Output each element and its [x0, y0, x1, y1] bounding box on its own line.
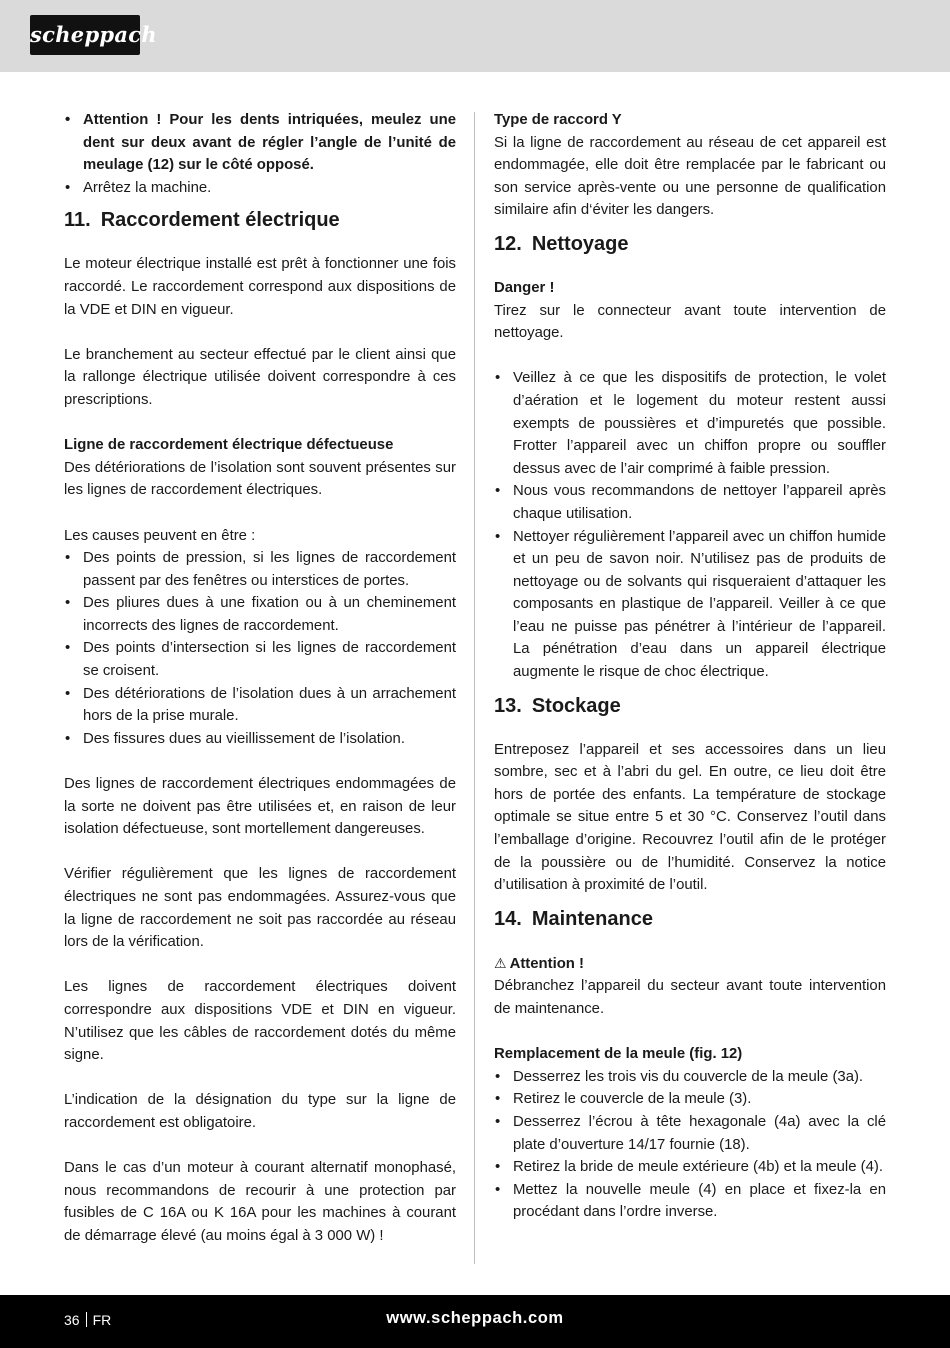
left-column [64, 109, 456, 1248]
subheading-defective-line: Ligne de raccordement électrique défectueuse [64, 437, 394, 454]
subheading-connection-type: Type de raccord Y [494, 112, 622, 128]
paragraph: Entreposez l’appareil et ses accessoires dans un lieu sombre, sec et à l’abri du gel. En outre, ce lieu doit être hors de portée des enfants. La température de stockage optimale se situe entre 5 et 30 °C. Conservez l’outil dans l’emballage d’origine. Recouvrez l’outil afin de le protéger de la poussière ou de l’humidité. Conservez la notice d’utilisation à proximité de l’outil. [494, 741, 886, 894]
list-item: • Des points d’intersection si les lignes de raccordement se croisent. [64, 637, 456, 682]
section-heading-11 [64, 199, 456, 253]
paragraph: Débranchez l’appareil du secteur avant toute intervention de maintenance. [494, 978, 886, 1017]
subheading-wheel-replacement: Remplacement de la meule (fig. 12) [494, 1046, 743, 1063]
list-item: • Des pliures dues à une fixation ou à un cheminement incorrects des lignes de raccordement. [64, 592, 456, 637]
list-item: • Retirez le couvercle de la meule (3). [494, 1088, 886, 1111]
list-item: • Retirez la bride de meule extérieure (4b) et la meule (4). [494, 1156, 886, 1179]
page-footer [0, 1295, 950, 1348]
attention-title [494, 952, 886, 976]
list-item: • Arrêtez la machine. [64, 177, 456, 200]
danger-title: Danger ! [494, 279, 555, 296]
section-title: Nettoyage [531, 232, 629, 255]
section-heading-12 [494, 222, 886, 277]
paragraph: Dans le cas d’un moteur à courant alternatif monophasé, nous recommandons de recourir à une protection par fusibles de C 16A ou K 16A pour les machines à courant de démarrage élevé (au moins égal à 3 000 W) ! [64, 1160, 456, 1244]
list-item: • Nous vous recommandons de nettoyer l’appareil après chaque utilisation. [494, 480, 886, 525]
section-number: 11. [64, 209, 91, 232]
right-column [494, 109, 886, 1224]
list-item: • Veillez à ce que les dispositifs de protection, le volet d’aération et le logement du moteur restent aussi exempts de poussières et d’impuretés que possible. Frotter l’appareil avec un chiffon propre ou souffler dessus avec de l’air comprimé à faible pression. [494, 367, 886, 480]
paragraph: Si la ligne de raccordement au réseau de cet appareil est endommagée, elle doit être remplacée par le fabricant ou son service après-vente ou une personne de qualification similaire afin d‘éviter les dangers. [494, 134, 886, 219]
top-bullet-list [64, 109, 456, 199]
paragraph: Tirez sur le connecteur avant toute intervention de nettoyage. [494, 302, 886, 342]
list-item: • Attention ! Pour les dents intriquées, meulez une dent sur deux avant de régler l’angle de l’unité de meulage (12) sur le côté opposé. [64, 109, 456, 177]
list-item: • Des fissures dues au vieillissement de l’isolation. [64, 728, 456, 751]
paragraph: Des lignes de raccordement électriques endommagées de la sorte ne doivent pas être utilisées et, en raison de leur isolation défectueuse, sont mortellement dangereuses. [64, 776, 456, 838]
paragraph: L’indication de la désignation du type sur la ligne de raccordement est obligatoire. [64, 1092, 456, 1131]
paragraph: Des détériorations de l’isolation sont souvent présentes sur les lignes de raccordement électriques. [64, 459, 456, 499]
attention-label: Attention ! [509, 955, 584, 972]
paragraph: Vérifier régulièrement que les lignes de raccordement électriques ne sont pas endommagées. Assurez-vous que la ligne de raccordement ne soit pas raccordée au réseau lors de la vérification. [64, 866, 456, 951]
warning-icon: ⚠ [494, 954, 507, 971]
section-number: 12. [494, 232, 522, 255]
list-item: • Des points de pression, si les lignes de raccordement passent par des fenêtres ou interstices de portes. [64, 547, 456, 592]
language-code: FR [92, 1312, 112, 1328]
column-divider [474, 112, 475, 1264]
list-item: • Desserrez les trois vis du couvercle de la meule (3a). [494, 1066, 886, 1089]
page-header [0, 0, 950, 72]
section-heading-14 [494, 897, 886, 952]
maintenance-list [494, 1066, 886, 1224]
causes-list [64, 547, 456, 750]
section-number: 13. [494, 694, 522, 717]
list-item: • Desserrez l’écrou à tête hexagonale (4a) avec la clé plate d’ouverture 14/17 fournie (18). [494, 1111, 886, 1156]
section-title: Stockage [531, 694, 621, 717]
list-item: • Nettoyer régulièrement l’appareil avec un chiffon humide et un peu de savon noir. N’utilisez pas de produits de nettoyage ou de solvants qui risqueraient d’attaquer les composants en plastique de l’appareil. Veiller à ce que l’eau ne puisse pas pénétrer à l’intérieur de l’appareil. La pénétration d’eau dans un appareil électrique augmente le risque de choc électrique. [494, 526, 886, 684]
section-title: Raccordement électrique [100, 209, 340, 232]
page-number-value: 36 [64, 1312, 80, 1328]
section-title: Maintenance [531, 907, 653, 930]
paragraph: Les causes peuvent en être : [64, 527, 256, 544]
paragraph: Les lignes de raccordement électriques doivent correspondre aux dispositions VDE et DIN en vigueur. N’utilisez que les câbles de raccordement dotés du même signe. [64, 979, 456, 1064]
website-url: www.scheppach.com [386, 1309, 564, 1327]
cleaning-list [494, 367, 886, 683]
list-item: • Mettez la nouvelle meule (4) en place et fixez-la en procédant dans l’ordre inverse. [494, 1179, 886, 1224]
section-heading-13 [494, 684, 886, 739]
scheppach-logo: scheppach [30, 15, 140, 55]
paragraph: Le branchement au secteur effectué par le client ainsi que la rallonge électrique utilisée doivent correspondre à ces prescriptions. [64, 346, 456, 408]
list-item: • Des détériorations de l’isolation dues à un arrachement hors de la prise murale. [64, 683, 456, 728]
paragraph: Le moteur électrique installé est prêt à fonctionner une fois raccordé. Le raccordement correspond aux dispositions de la VDE et DIN en vigueur. [64, 256, 456, 318]
section-number: 14. [494, 907, 522, 930]
